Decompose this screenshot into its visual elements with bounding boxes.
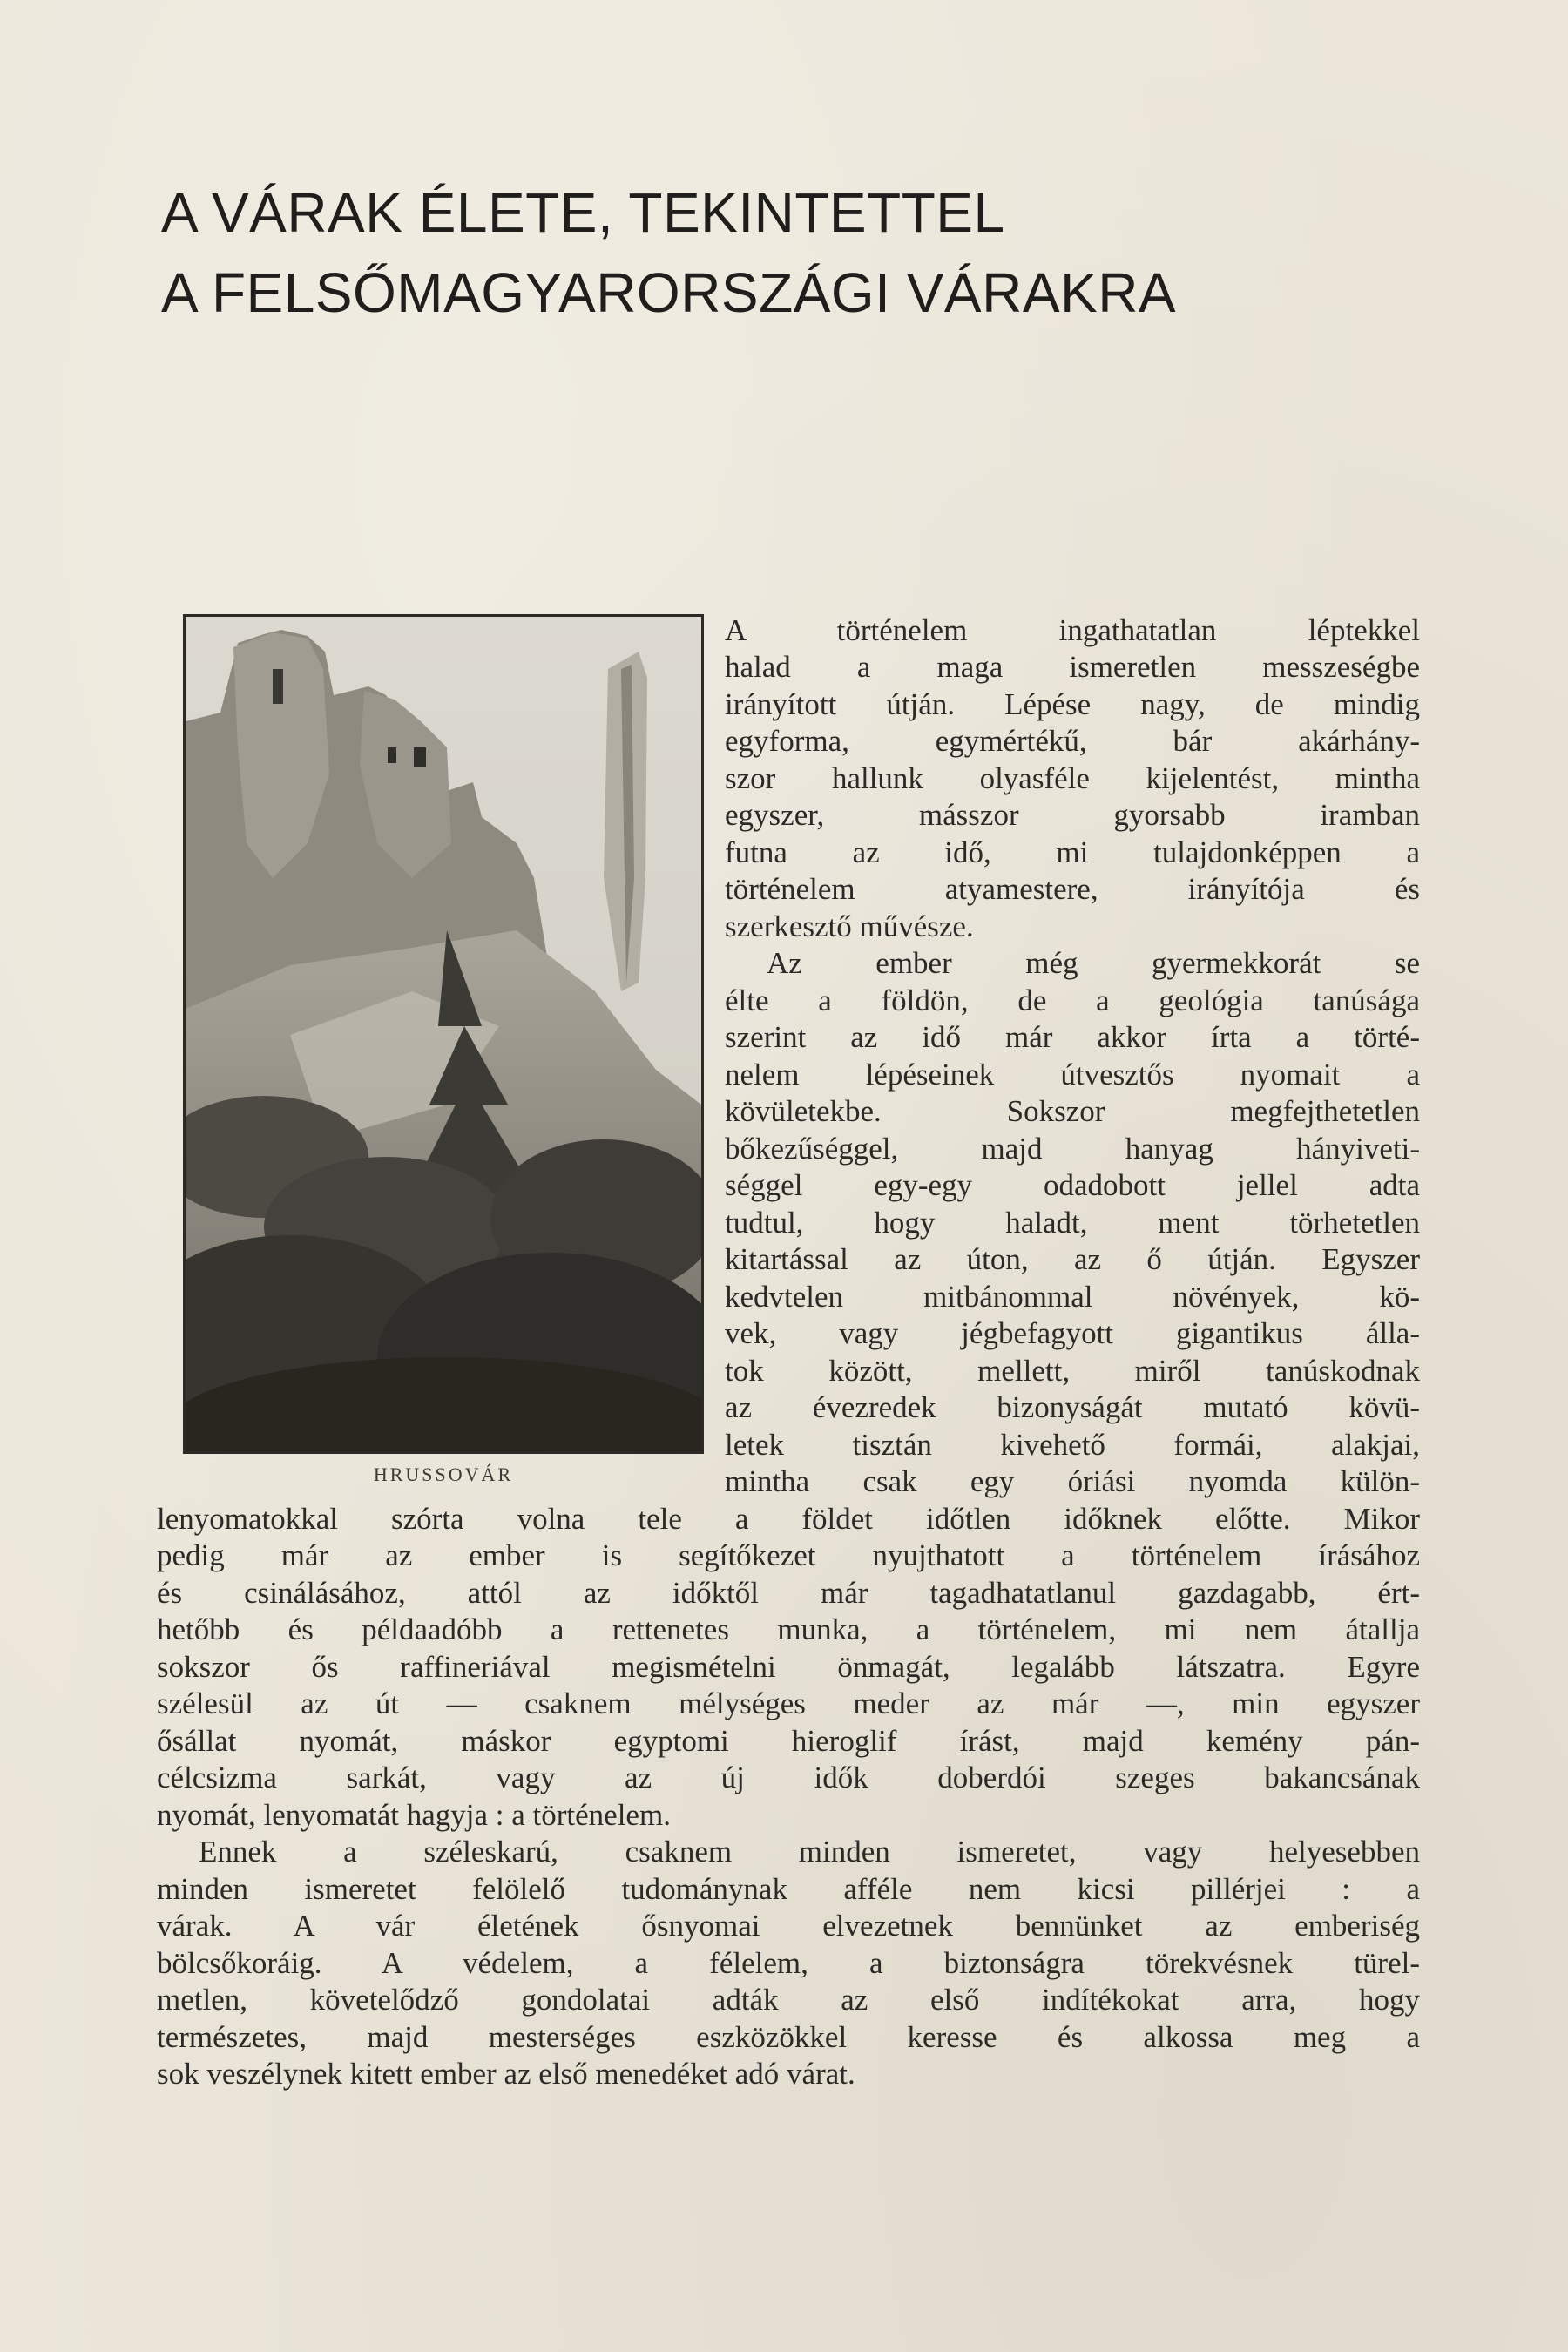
text-line: tok között, mellett, miről tanúskodnak: [725, 1354, 1420, 1388]
text-line: szélesül az út — csaknem mélységes meder az már —, min egyszer: [157, 1686, 1420, 1720]
text-line: A történelem ingathatatlan léptekkel: [725, 613, 1420, 647]
figure-caption: HRUSSOVÁR: [373, 1463, 514, 1485]
text-line: és csinálásához, attól az időktől már tagadhatatlanul gazdagabb, ért-: [157, 1576, 1420, 1610]
text-line: élte a földön, de a geológia tanúsága: [725, 983, 1420, 1017]
text-line: bölcsőkoráig. A védelem, a félelem, a biztonságra törekvésnek türel-: [157, 1946, 1420, 1980]
text-line: egyszer, másszor gyorsabb iramban: [725, 798, 1420, 832]
text-line: történelem atyamestere, irányítója és: [725, 872, 1420, 906]
text-line: tudtul, hogy haladt, ment törhetetlen: [725, 1206, 1420, 1240]
text-line: szor hallunk olyasféle kijelentést, mintha: [725, 761, 1420, 795]
text-line: nyomát, lenyomatát hagyja : a történelem.: [157, 1798, 671, 1832]
text-line: bőkezűséggel, majd hanyag hányiveti-: [725, 1132, 1420, 1166]
text-line: sok veszélynek kitett ember az első menedéket adó várat.: [157, 2057, 855, 2091]
article-title: [161, 172, 1424, 333]
text-line: halad a maga ismeretlen messzeségbe: [725, 650, 1420, 684]
text-line: kitartással az úton, az ő útján. Egyszer: [725, 1242, 1420, 1276]
text-line: lenyomatokkal szórta volna tele a földet időtlen időknek előtte. Mikor: [157, 1502, 1420, 1536]
text-line: vek, vagy jégbefagyott gigantikus álla-: [725, 1316, 1420, 1350]
text-line: nelem lépéseinek útvesztős nyomait a: [725, 1058, 1420, 1092]
text-line: séggel egy-egy odadobott jellel adta: [725, 1168, 1420, 1202]
text-line: az évezredek bizonyságát mutató kövü-: [725, 1390, 1420, 1424]
text-line: futna az idő, mi tulajdonképpen a: [725, 835, 1420, 869]
text-line: irányított útján. Lépése nagy, de mindig: [725, 687, 1420, 721]
text-line: várak. A vár életének ősnyomai elvezetnek bennünket az emberiség: [157, 1909, 1420, 1943]
text-line: természetes, majd mesterséges eszközökkel keresse és alkossa meg a: [157, 2020, 1420, 2054]
text-line: célcsizma sarkát, vagy az új idők doberdói szeges bakancsának: [157, 1761, 1420, 1794]
text-line: pedig már az ember is segítőkezet nyujthatott a történelem írásához: [157, 1538, 1420, 1572]
text-line: szerkesztő művésze.: [725, 909, 974, 943]
text-line: szerint az idő már akkor írta a törté-: [725, 1020, 1420, 1054]
text-line: mintha csak egy óriási nyomda külön-: [725, 1464, 1420, 1498]
title-line-1: A VÁRAK ÉLETE, TEKINTETTEL: [161, 181, 1005, 244]
text-line: sokszor ős raffineriával megismételni önmagát, legalább látszatra. Egyre: [157, 1650, 1420, 1684]
text-line: hetőbb és példaadóbb a rettenetes munka, a történelem, mi nem átallja: [157, 1612, 1420, 1646]
text-line: kedvtelen mitbánommal növények, kö-: [725, 1280, 1420, 1314]
text-line: egyforma, egymértékű, bár akárhány-: [725, 724, 1420, 758]
text-line: letek tisztán kivehető formái, alakjai,: [725, 1428, 1420, 1462]
castle-photo: [183, 614, 704, 1454]
text-line: kövületekbe. Sokszor megfejthetetlen: [725, 1094, 1420, 1128]
text-line: Ennek a széleskarú, csaknem minden ismeretet, vagy helyesebben: [199, 1835, 1420, 1869]
title-line-2: A FELSŐMAGYARORSZÁGI VÁRAKRA: [161, 261, 1177, 324]
castle-ruin-illustration: [186, 617, 701, 1451]
text-line: ősállat nyomát, máskor egyptomi hieroglif írást, majd kemény pán-: [157, 1724, 1420, 1758]
text-line: Az ember még gyermekkorát se: [767, 946, 1420, 980]
text-line: metlen, követelődző gondolatai adták az első indítékokat arra, hogy: [157, 1983, 1420, 2017]
text-line: minden ismeretet felölelő tudománynak afféle nem kicsi pillérjei : a: [157, 1872, 1420, 1906]
